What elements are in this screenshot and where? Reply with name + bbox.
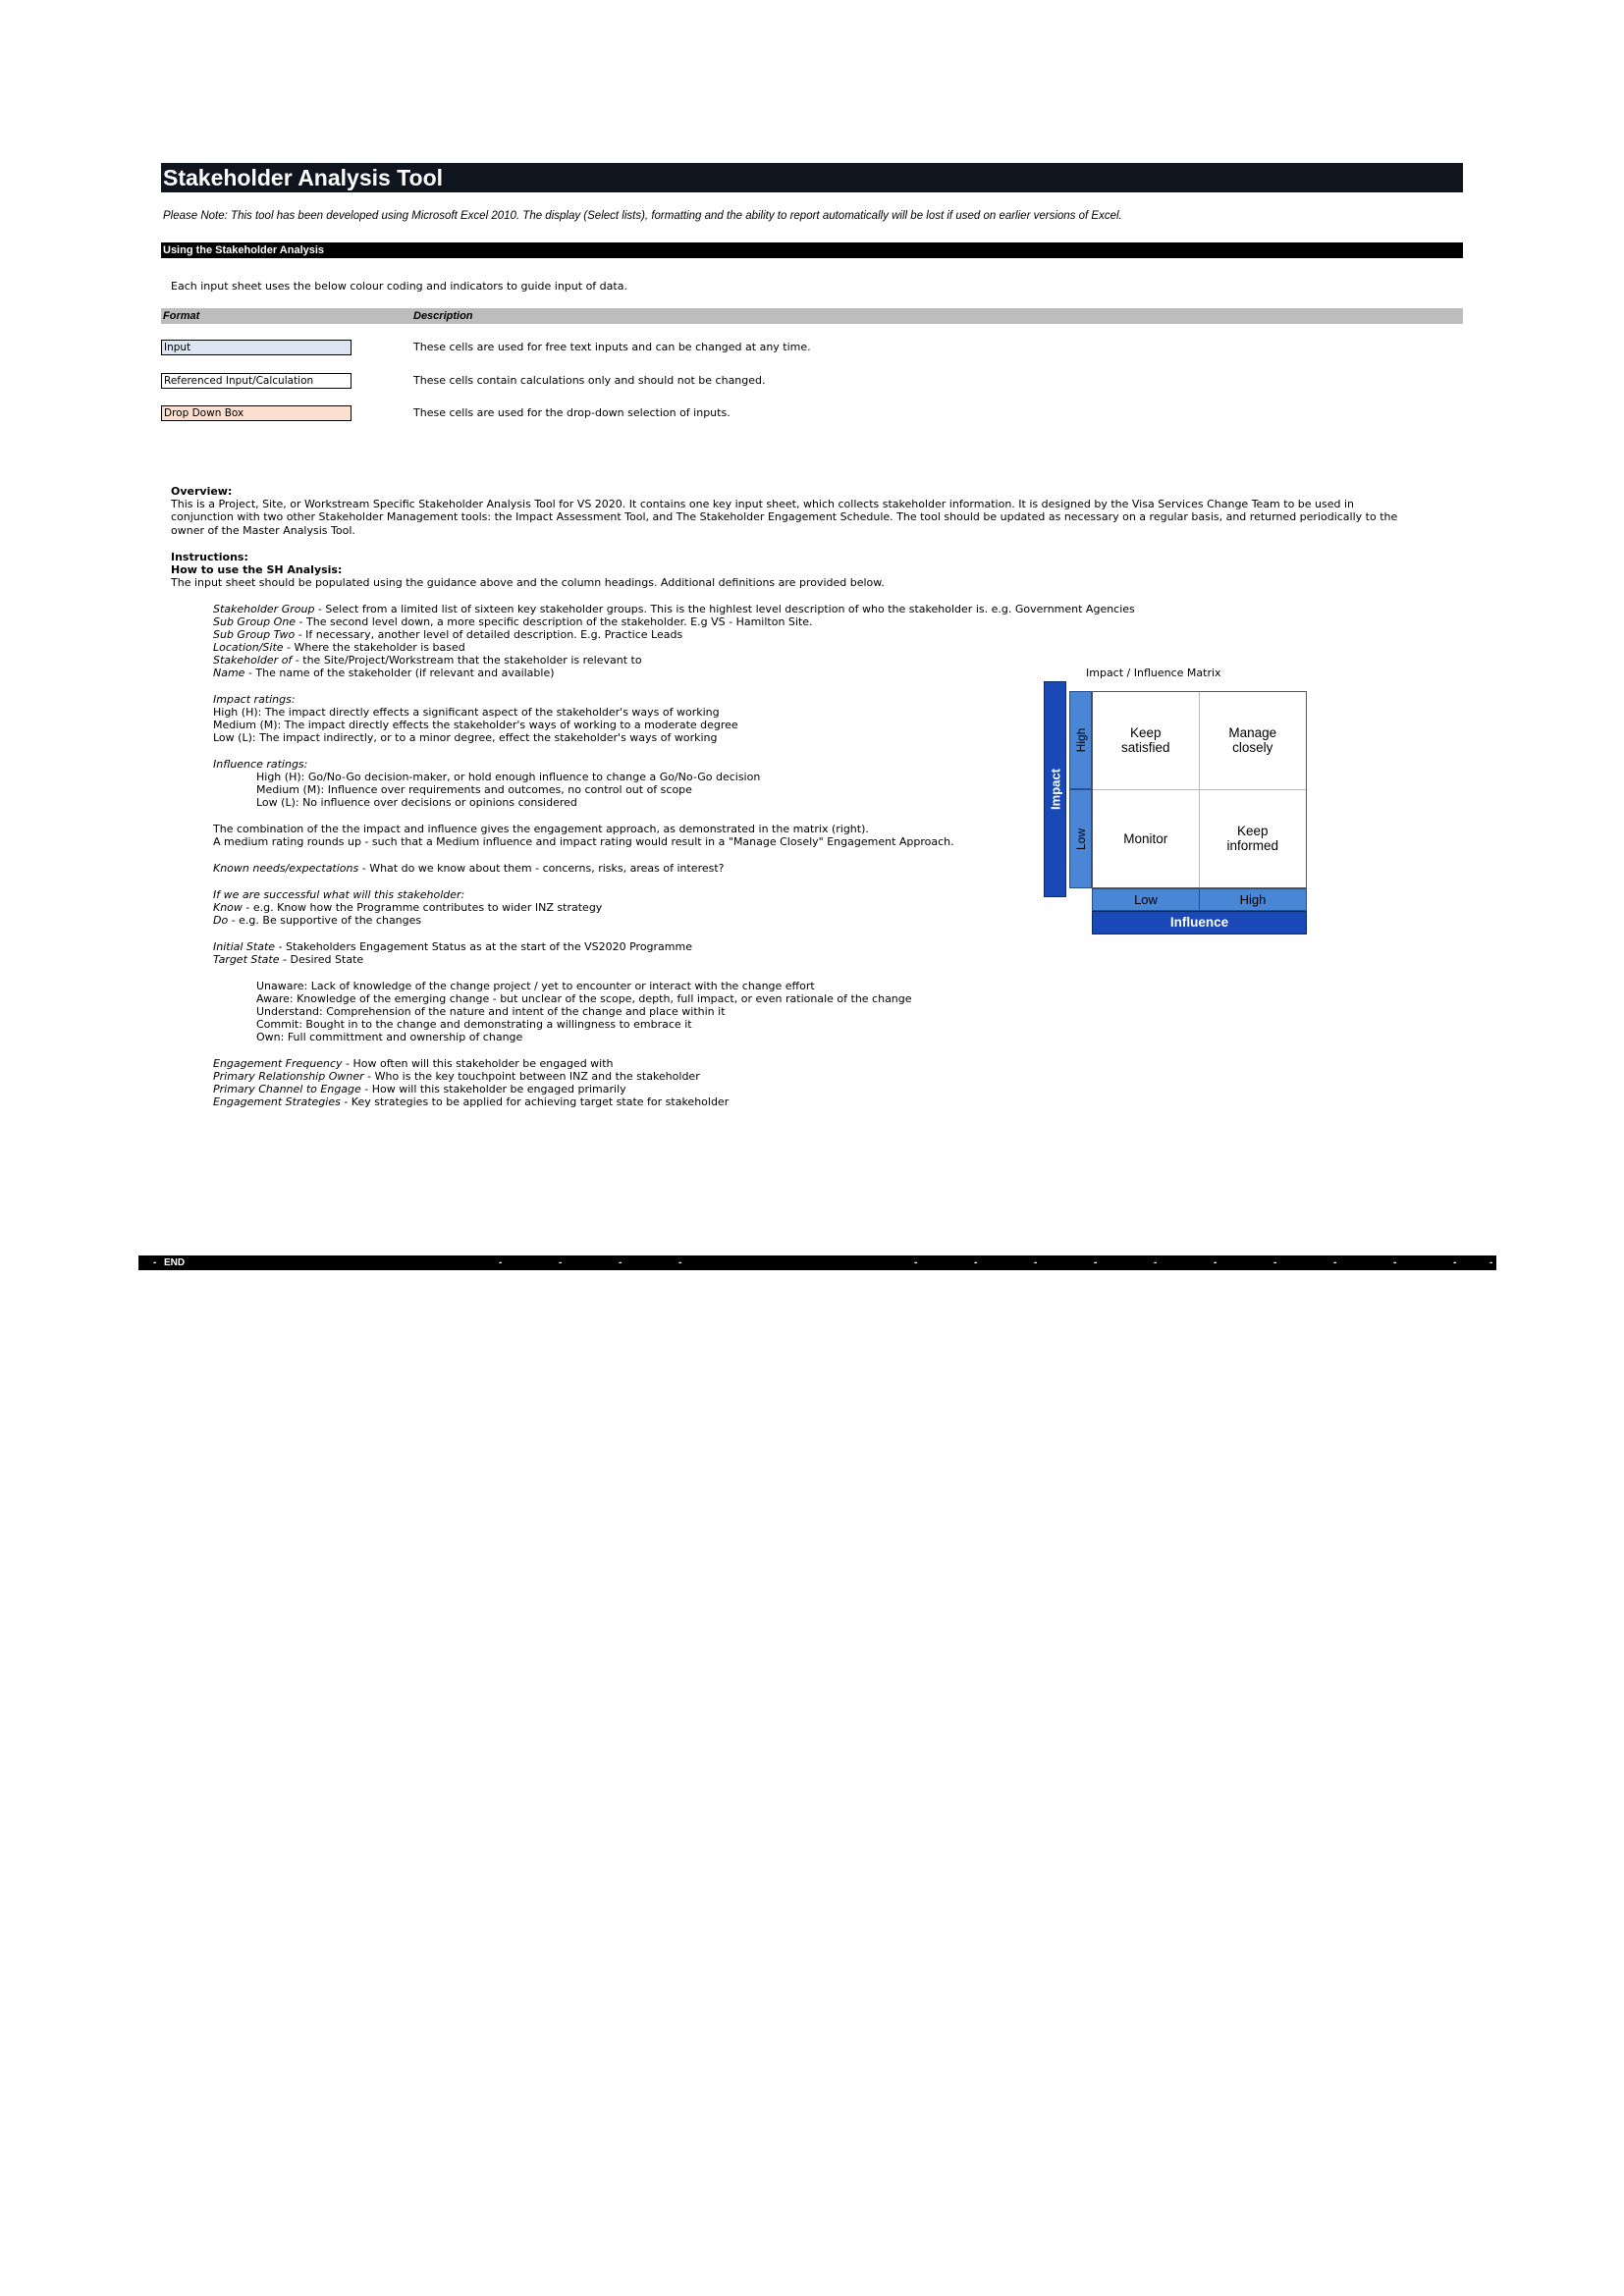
- description-column-header: Description: [413, 310, 473, 322]
- success-know: Know - e.g. Know how the Programme contributes to wider INZ strategy: [213, 901, 603, 914]
- influence-rating-medium: Medium (M): Influence over requirements and outcomes, no control out of scope: [256, 783, 692, 796]
- definition-relationship-owner: Primary Relationship Owner - Who is the key touchpoint between INZ and the stakeholder: [213, 1070, 700, 1083]
- impact-rating-high: High (H): The impact directly effects a significant aspect of the stakeholder's ways of working: [213, 706, 720, 719]
- section-heading: Using the Stakeholder Analysis: [161, 242, 1463, 258]
- format-column-header: Format: [163, 310, 200, 322]
- definition-target-state: Target State - Desired State: [213, 953, 364, 966]
- definition-known-needs: Known needs/expectations - What do we know about them - concerns, risks, areas of interest?: [213, 862, 725, 875]
- combination-text-1: The combination of the the impact and influence gives the engagement approach, as demonstrated in the matrix (right).: [213, 823, 869, 835]
- format-swatch-dropdown: Drop Down Box: [161, 405, 352, 421]
- end-bullet: -: [914, 1257, 918, 1268]
- matrix-cell-keep-informed: Keep informed: [1226, 824, 1279, 854]
- end-bullet: -: [678, 1257, 682, 1268]
- combination-text-2: A medium rating rounds up - such that a Medium influence and impact rating would result in a "Manage Closely" Engagement Approach.: [213, 835, 954, 848]
- end-bullet: -: [1214, 1257, 1218, 1268]
- instructions-subheading: How to use the SH Analysis:: [171, 563, 343, 576]
- definition-engagement-frequency: Engagement Frequency - How often will this stakeholder be engaged with: [213, 1057, 614, 1070]
- end-bullet: -: [619, 1257, 623, 1268]
- version-note: Please Note: This tool has been developed using Microsoft Excel 2010. The display (Select lists), formatting and the ability to report automatically will be lost if used on earlier versions of Excel.: [163, 210, 1122, 222]
- impact-rating-low: Low (L): The impact indirectly, or to a minor degree, effect the stakeholder's ways of working: [213, 731, 718, 744]
- matrix-grid: [1092, 691, 1307, 888]
- end-bullet: -: [1333, 1257, 1337, 1268]
- matrix-impact-high: High: [1069, 691, 1092, 789]
- definition-stakeholder-of: Stakeholder of - the Site/Project/Workstream that the stakeholder is relevant to: [213, 654, 642, 667]
- success-heading: If we are successful what will this stakeholder:: [213, 888, 465, 901]
- overview-heading: Overview:: [171, 485, 233, 498]
- instructions-heading: Instructions:: [171, 551, 248, 563]
- end-label: END: [164, 1257, 186, 1268]
- impact-rating-medium: Medium (M): The impact directly effects the stakeholder's ways of working to a moderate degree: [213, 719, 738, 731]
- format-table-header: [161, 308, 1463, 324]
- end-bullet: -: [1094, 1257, 1098, 1268]
- matrix-cell-manage-closely: Manage closely: [1200, 692, 1307, 790]
- overview-text: This is a Project, Site, or Workstream Specific Stakeholder Analysis Tool for VS 2020. It contains one key input sheet, which collects stakeholder information. It is designed by the Visa Services Change Team to be used in conjunction with two other Stakeholder Management tools: the Impact Assessment Tool, and The Stakeholder Engagement Schedule. The tool should be updated as necessary on a regular basis, and returned periodically to the owner of the Master Analysis Tool.: [171, 498, 1398, 537]
- definition-location: Location/Site - Where the stakeholder is based: [213, 641, 465, 654]
- format-swatch-referenced: Referenced Input/Calculation: [161, 373, 352, 389]
- success-do: Do - e.g. Be supportive of the changes: [213, 914, 422, 927]
- matrix-impact-label: Impact: [1048, 769, 1062, 810]
- influence-ratings-heading: Influence ratings:: [213, 758, 308, 771]
- format-desc-input: These cells are used for free text inputs and can be changed at any time.: [413, 341, 811, 353]
- state-level-unaware: Unaware: Lack of knowledge of the change project / yet to encounter or interact with the change effort: [256, 980, 815, 992]
- state-level-aware: Aware: Knowledge of the emerging change - but unclear of the scope, depth, full impact, or even rationale of the change: [256, 992, 912, 1005]
- end-bullet: -: [559, 1257, 563, 1268]
- matrix-influence-high: High: [1199, 888, 1307, 911]
- definition-name: Name - The name of the stakeholder (if relevant and available): [213, 667, 555, 679]
- end-bullet: -: [153, 1257, 157, 1268]
- matrix-influence-axis: Influence: [1092, 911, 1307, 934]
- format-desc-referenced: These cells contain calculations only and should not be changed.: [413, 374, 766, 387]
- end-bullet: -: [974, 1257, 978, 1268]
- end-bullet: -: [1154, 1257, 1158, 1268]
- definition-stakeholder-group: Stakeholder Group - Select from a limited list of sixteen key stakeholder groups. This is the highlest level description of who the stakeholder is. e.g. Government Agencies: [213, 603, 1135, 615]
- impact-ratings-heading: Impact ratings:: [213, 693, 296, 706]
- intro-text: Each input sheet uses the below colour coding and indicators to guide input of data.: [171, 280, 627, 293]
- influence-rating-low: Low (L): No influence over decisions or opinions considered: [256, 796, 577, 809]
- end-bullet: -: [1273, 1257, 1277, 1268]
- matrix-title: Impact / Influence Matrix: [1086, 667, 1221, 679]
- definition-sub-group-two: Sub Group Two - If necessary, another level of detailed description. E.g. Practice Leads: [213, 628, 683, 641]
- end-bar: [138, 1255, 1496, 1270]
- instructions-text: The input sheet should be populated using the guidance above and the column headings. Additional definitions are provided below.: [171, 576, 885, 589]
- state-level-understand: Understand: Comprehension of the nature and intent of the change and place within it: [256, 1005, 726, 1018]
- end-bullet: -: [1453, 1257, 1457, 1268]
- end-bullet: -: [1034, 1257, 1038, 1268]
- page-title: Stakeholder Analysis Tool: [161, 163, 1463, 192]
- state-level-own: Own: Full committment and ownership of change: [256, 1031, 523, 1043]
- definition-engagement-strategies: Engagement Strategies - Key strategies to be applied for achieving target state for stakeholder: [213, 1095, 730, 1108]
- format-swatch-input: Input: [161, 340, 352, 355]
- matrix-cell-keep-satisfied: Keep satisfied: [1093, 692, 1200, 790]
- matrix-impact-low: Low: [1069, 789, 1092, 888]
- matrix-influence-low: Low: [1092, 888, 1200, 911]
- state-level-commit: Commit: Bought in to the change and demonstrating a willingness to embrace it: [256, 1018, 692, 1031]
- matrix-cell-monitor: Monitor: [1093, 790, 1200, 888]
- format-desc-dropdown: These cells are used for the drop-down selection of inputs.: [413, 406, 731, 419]
- end-bullet: -: [1393, 1257, 1397, 1268]
- influence-rating-high: High (H): Go/No-Go decision-maker, or hold enough influence to change a Go/No-Go decision: [256, 771, 761, 783]
- end-bullet: -: [1489, 1257, 1493, 1268]
- definition-initial-state: Initial State - Stakeholders Engagement Status as at the start of the VS2020 Programme: [213, 940, 692, 953]
- definition-sub-group-one: Sub Group One - The second level down, a more specific description of the stakeholder. E.g VS - Hamilton Site.: [213, 615, 813, 628]
- end-bullet: -: [499, 1257, 503, 1268]
- definition-primary-channel: Primary Channel to Engage - How will this stakeholder be engaged primarily: [213, 1083, 626, 1095]
